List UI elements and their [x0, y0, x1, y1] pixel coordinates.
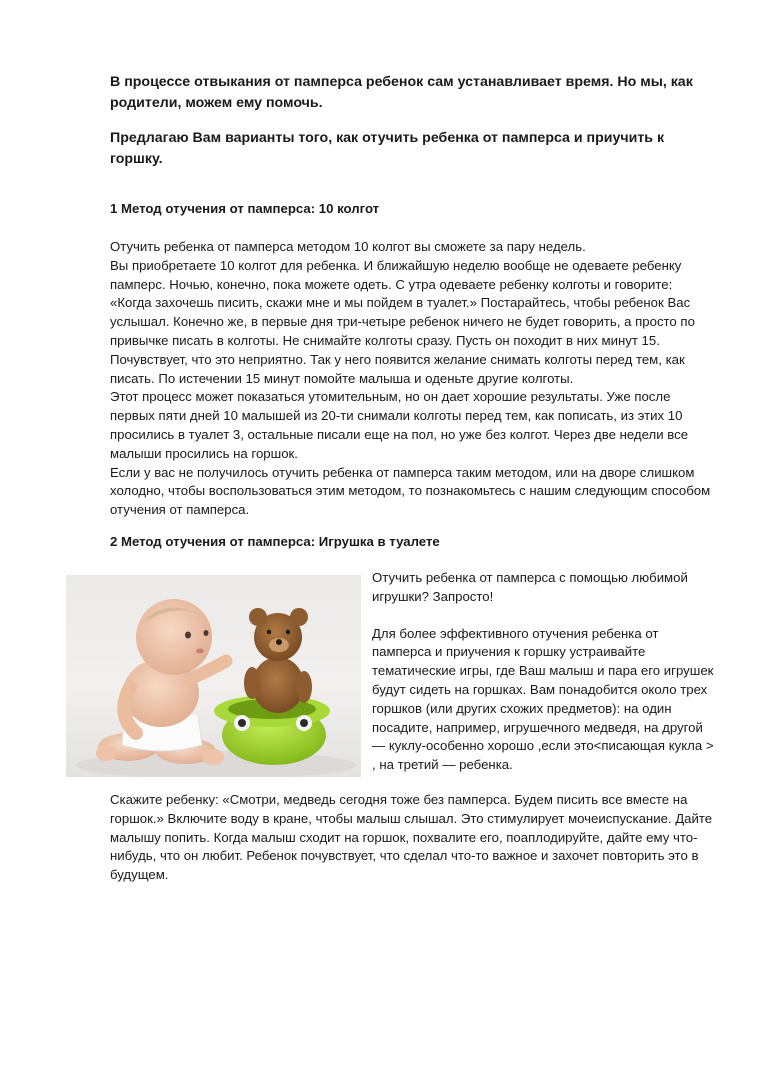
baby-with-teddy-on-potty-photo: [66, 575, 361, 777]
section-2-side-text: [372, 569, 716, 775]
photo-illustration: [66, 575, 361, 777]
section-2-after-paragraph: Скажите ребенку: «Смотри, медведь сегодня тоже без памперса. Будем писить все вместе на горшок.» Включите воду в кране, чтобы малыш слышал. Это стимулирует мочеиспускание. Дайте малышу попить. Когда малыш сходит на горшок, похвалите его, поаплодируйте, дайте ему что-нибудь, что он любит. Ребенок почувствует, что сделал что-то важное и захочет повторить это в будущем.: [110, 791, 713, 883]
section-2-row: [110, 569, 716, 777]
section-2-side-paragraph-1: Отучить ребенка от памперса с помощью любимой игрушки? Запросто!: [372, 569, 688, 604]
section-1-title: 1 Метод отучения от памперса: 10 колгот: [110, 201, 380, 216]
section-2-title: 2 Метод отучения от памперса: Игрушка в туалете: [110, 533, 440, 549]
intro-lead-1: В процессе отвыкания от памперса ребенок сам устанавливает время. Но мы, как родители, можем ему помочь.: [110, 74, 693, 111]
section-2-side-paragraph-2: Для более эффективного отучения ребенка от памперса и приучения к горшку устраивайте тематические игры, где Ваш малыш и пара его игрушек будут сидеть на горшках. Вам понадобится около трех горшков (или других схожих предметов): на один посадите, например, игрушечного медведя, на другой — куклу-особенно хорошо ,если это<писающая кукла > , на третий — ребенка.: [372, 625, 714, 773]
document-page: [110, 72, 716, 885]
intro-lead-2: Предлагаю Вам варианты того, как отучить ребенка от памперса и приучить к горшку.: [110, 130, 665, 167]
section-1-body: Отучить ребенка от памперса методом 10 колгот вы сможете за пару недель. Вы приобретаете 10 колгот для ребенка. И ближайшую неделю вообще не одеваете ребенку памперс. Ночью, конечно, пока можете одеть. С утра одеваете ребенку колготы и говорите: «Когда захочешь писить, скажи мне и мы пойдем в туалет.» Постарайтесь, чтобы ребенок Вас услышал. Конечно же, в первые дня три-четыре ребенок ничего не будет говорить, а просто по привычке писать в колготы. Не снимайте колготы сразу. Пусть он походит в них минут 15. Почувствует, что это неприятно. Так у него появится желание снимать колготы перед тем, как писать. По истечении 15 минут помойте малыша и оденьте другие колготы. Этот процесс может показаться утомительным, но он дает хорошие результаты. Уже после первых пяти дней 10 малышей из 20-ти снимали колготы перед тем, как пописать, из этих 10 просились в туалет 3, остальные писали еще на пол, но уже без колгот. Через две недели все малыши просились на горшок. Если у вас не получилось отучить ребенка от памперса таким методом, или на дворе слишком холодно, чтобы воспользоваться этим методом, то познакомьтесь с нашим следующим способом отучения от памперса.: [110, 239, 711, 518]
